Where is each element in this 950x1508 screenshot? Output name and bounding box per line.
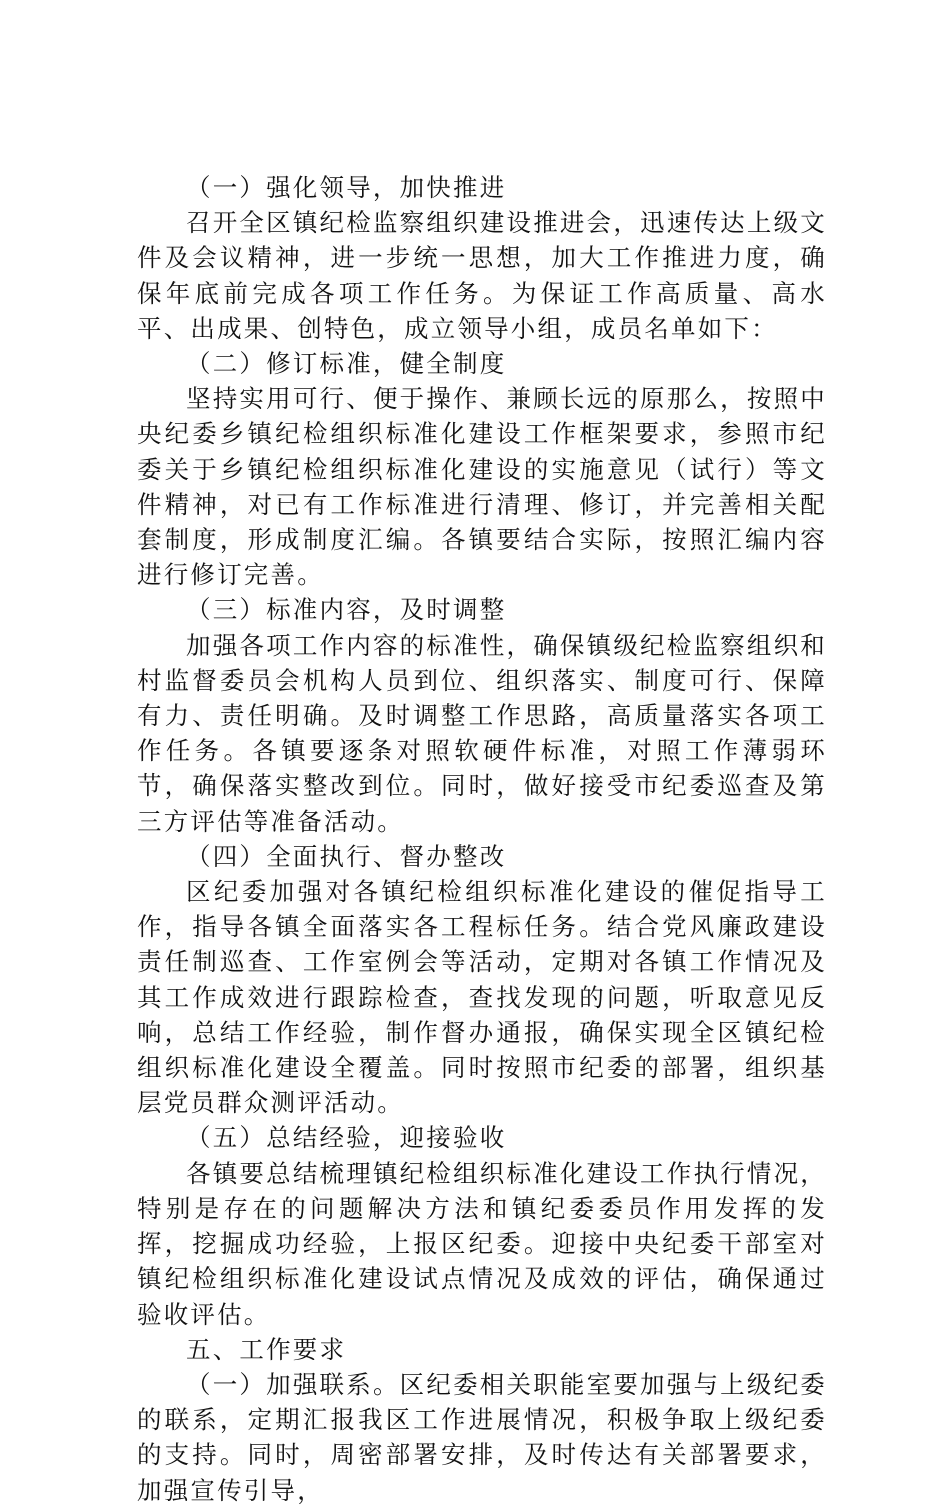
section-heading-2: （二）修订标准，健全制度	[186, 349, 507, 379]
paragraph-4: 区纪委加强对各镇纪检组织标准化建设的催促指导工作，指导各镇全面落实各工程标任务。结合党风廉政建设责任制巡查、工作室例会等活动，定期对各镇工作情况及其工作成效进行跟踪检查，查找发现的问题，听取意见反响，总结工作经验，制作督办通报，确保实现全区镇纪检组织标准化建设全覆盖。同时按照市纪委的部署，组织基层党员群众测评活动。	[137, 877, 827, 1118]
paragraph-1: 召开全区镇纪检监察组织建设推进会，迅速传达上级文件及会议精神，进一步统一思想，加大工作推进力度，确保年底前完成各项工作任务。为保证工作高质量、高水平、出成果、创特色，成立领导小组，成员名单如下：	[137, 208, 827, 343]
paragraph-2: 坚持实用可行、便于操作、兼顾长远的原那么，按照中央纪委乡镇纪检组织标准化建设工作框架要求，参照市纪委关于乡镇纪检组织标准化建设的实施意见（试行）等文件精神，对已有工作标准进行清理、修订，并完善相关配套制度，形成制度汇编。各镇要结合实际，按照汇编内容进行修订完善。	[137, 384, 827, 590]
section-heading-5: （五）总结经验，迎接验收	[186, 1123, 507, 1153]
paragraph-5: 各镇要总结梳理镇纪检组织标准化建设工作执行情况，特别是存在的问题解决方法和镇纪委委员作用发挥的发挥，挖掘成功经验，上报区纪委。迎接中央纪委干部室对镇纪检组织标准化建设试点情况及成效的评估，确保通过验收评估。	[137, 1158, 827, 1329]
section-heading-1: （一）强化领导，加快推进	[186, 173, 507, 202]
paragraph-6: （一）加强联系。区纪委相关职能室要加强与上级纪委的联系，定期汇报我区工作进展情况，积极争取上级纪委的支持。同时，周密部署安排，及时传达有关部署要求，加强宣传引导，	[137, 1369, 827, 1505]
paragraph-3: 加强各项工作内容的标准性，确保镇级纪检监察组织和村监督委员会机构人员到位、组织落实、制度可行、保障有力、责任明确。及时调整工作思路，高质量落实各项工作任务。各镇要逐条对照软硬件标准，对照工作薄弱环节，确保落实整改到位。同时，做好接受市纪委巡查及第三方评估等准备活动。	[137, 630, 827, 836]
section-heading-4: （四）全面执行、督办整改	[186, 841, 507, 871]
section-heading-3: （三）标准内容，及时调整	[186, 595, 507, 625]
document-body	[137, 170, 827, 1508]
section-heading-work-requirements: 五、工作要求	[186, 1334, 347, 1364]
